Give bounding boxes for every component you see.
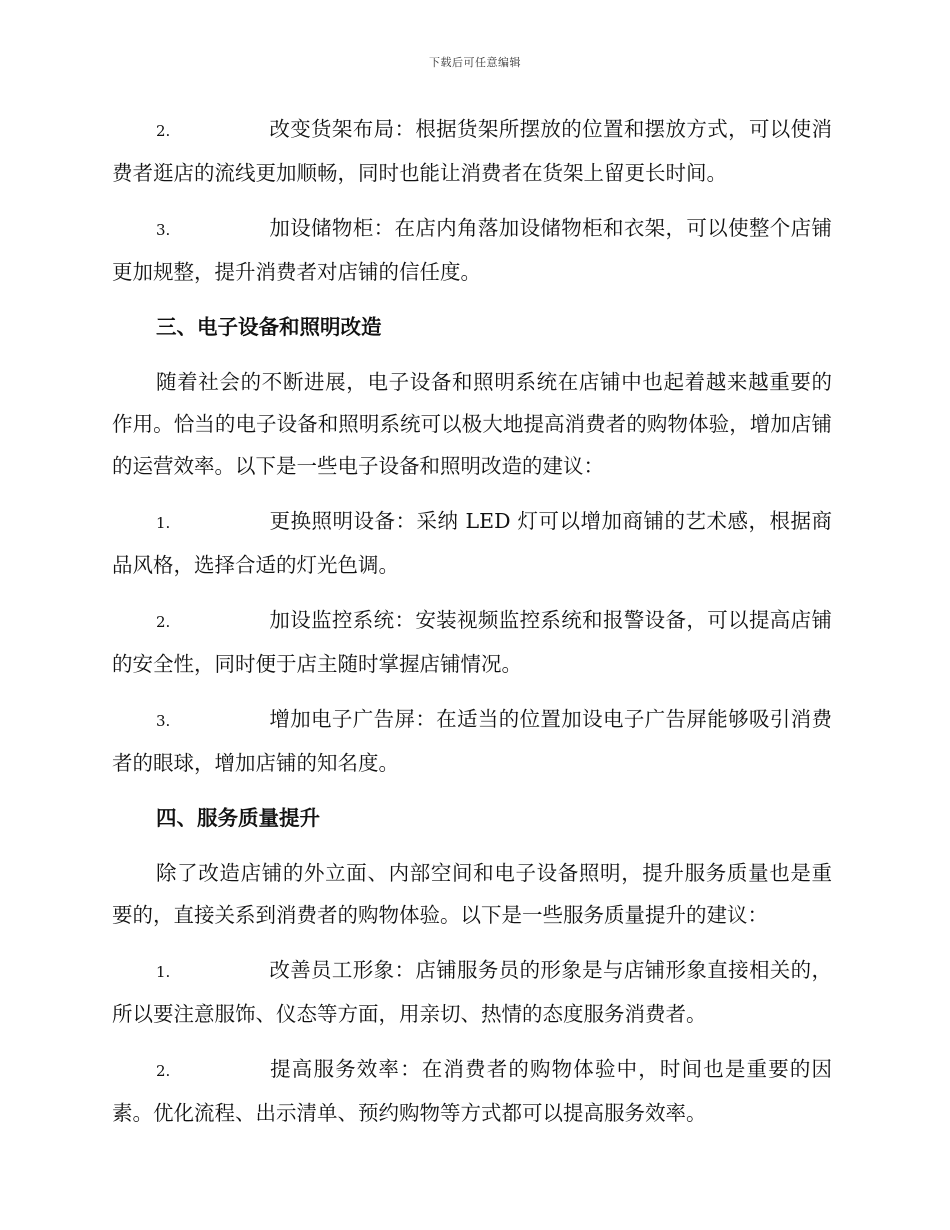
section-heading: 三、电子设备和照明改造: [156, 315, 382, 339]
list-number: 2.: [156, 1062, 171, 1080]
list-item: [112, 207, 832, 293]
list-item: [112, 698, 832, 784]
list-number: 1.: [156, 514, 171, 532]
list-item-text: 提高服务效率：在消费者的购物体验中，时间也是重要的因素。优化流程、出示清单、预约购物等方式都可以提高服务效率。: [112, 1057, 832, 1125]
list-item-text: 更换照明设备：采纳 LED 灯可以增加商铺的艺术感，根据商品风格，选择合适的灯光色调。: [112, 509, 832, 577]
body-paragraph: 随着社会的不断进展，电子设备和照明系统在店铺中也起着越来越重要的作用。恰当的电子设备和照明系统可以极大地提高消费者的购物体验，增加店铺的运营效率。以下是一些电子设备和照明改造的建议：: [112, 370, 832, 478]
body-paragraph: 除了改造店铺的外立面、内部空间和电子设备照明，提升服务质量也是重要的，直接关系到消费者的购物体验。以下是一些服务质量提升的建议：: [112, 861, 832, 927]
document-body: [112, 108, 832, 1147]
list-item: [112, 108, 832, 194]
page-header: 下载后可任意编辑: [429, 56, 521, 69]
list-number: 3.: [156, 221, 171, 239]
list-item-text: 改善员工形象：店铺服务员的形象是与店铺形象直接相关的，所以要注意服饰、仪态等方面，用亲切、热情的态度服务消费者。: [112, 958, 832, 1026]
list-item-text: 增加电子广告屏：在适当的位置加设电子广告屏能够吸引消费者的眼球，增加店铺的知名度。: [112, 707, 832, 775]
list-number: 1.: [156, 963, 171, 981]
section-heading: 四、服务质量提升: [156, 806, 320, 830]
list-item: [112, 500, 832, 586]
list-item-text: 加设储物柜：在店内角落加设储物柜和衣架，可以使整个店铺更加规整，提升消费者对店铺的信任度。: [112, 216, 832, 284]
list-item: [112, 599, 832, 685]
list-item-text: 改变货架布局：根据货架所摆放的位置和摆放方式，可以使消费者逛店的流线更加顺畅，同时也能让消费者在货架上留更长时间。: [112, 117, 832, 185]
list-number: 2.: [156, 613, 171, 631]
list-number: 3.: [156, 712, 171, 730]
list-item: [112, 949, 832, 1035]
list-item-text: 加设监控系统：安装视频监控系统和报警设备，可以提高店铺的安全性，同时便于店主随时掌握店铺情况。: [112, 608, 832, 676]
list-number: 2.: [156, 122, 171, 140]
list-item: [112, 1048, 832, 1134]
